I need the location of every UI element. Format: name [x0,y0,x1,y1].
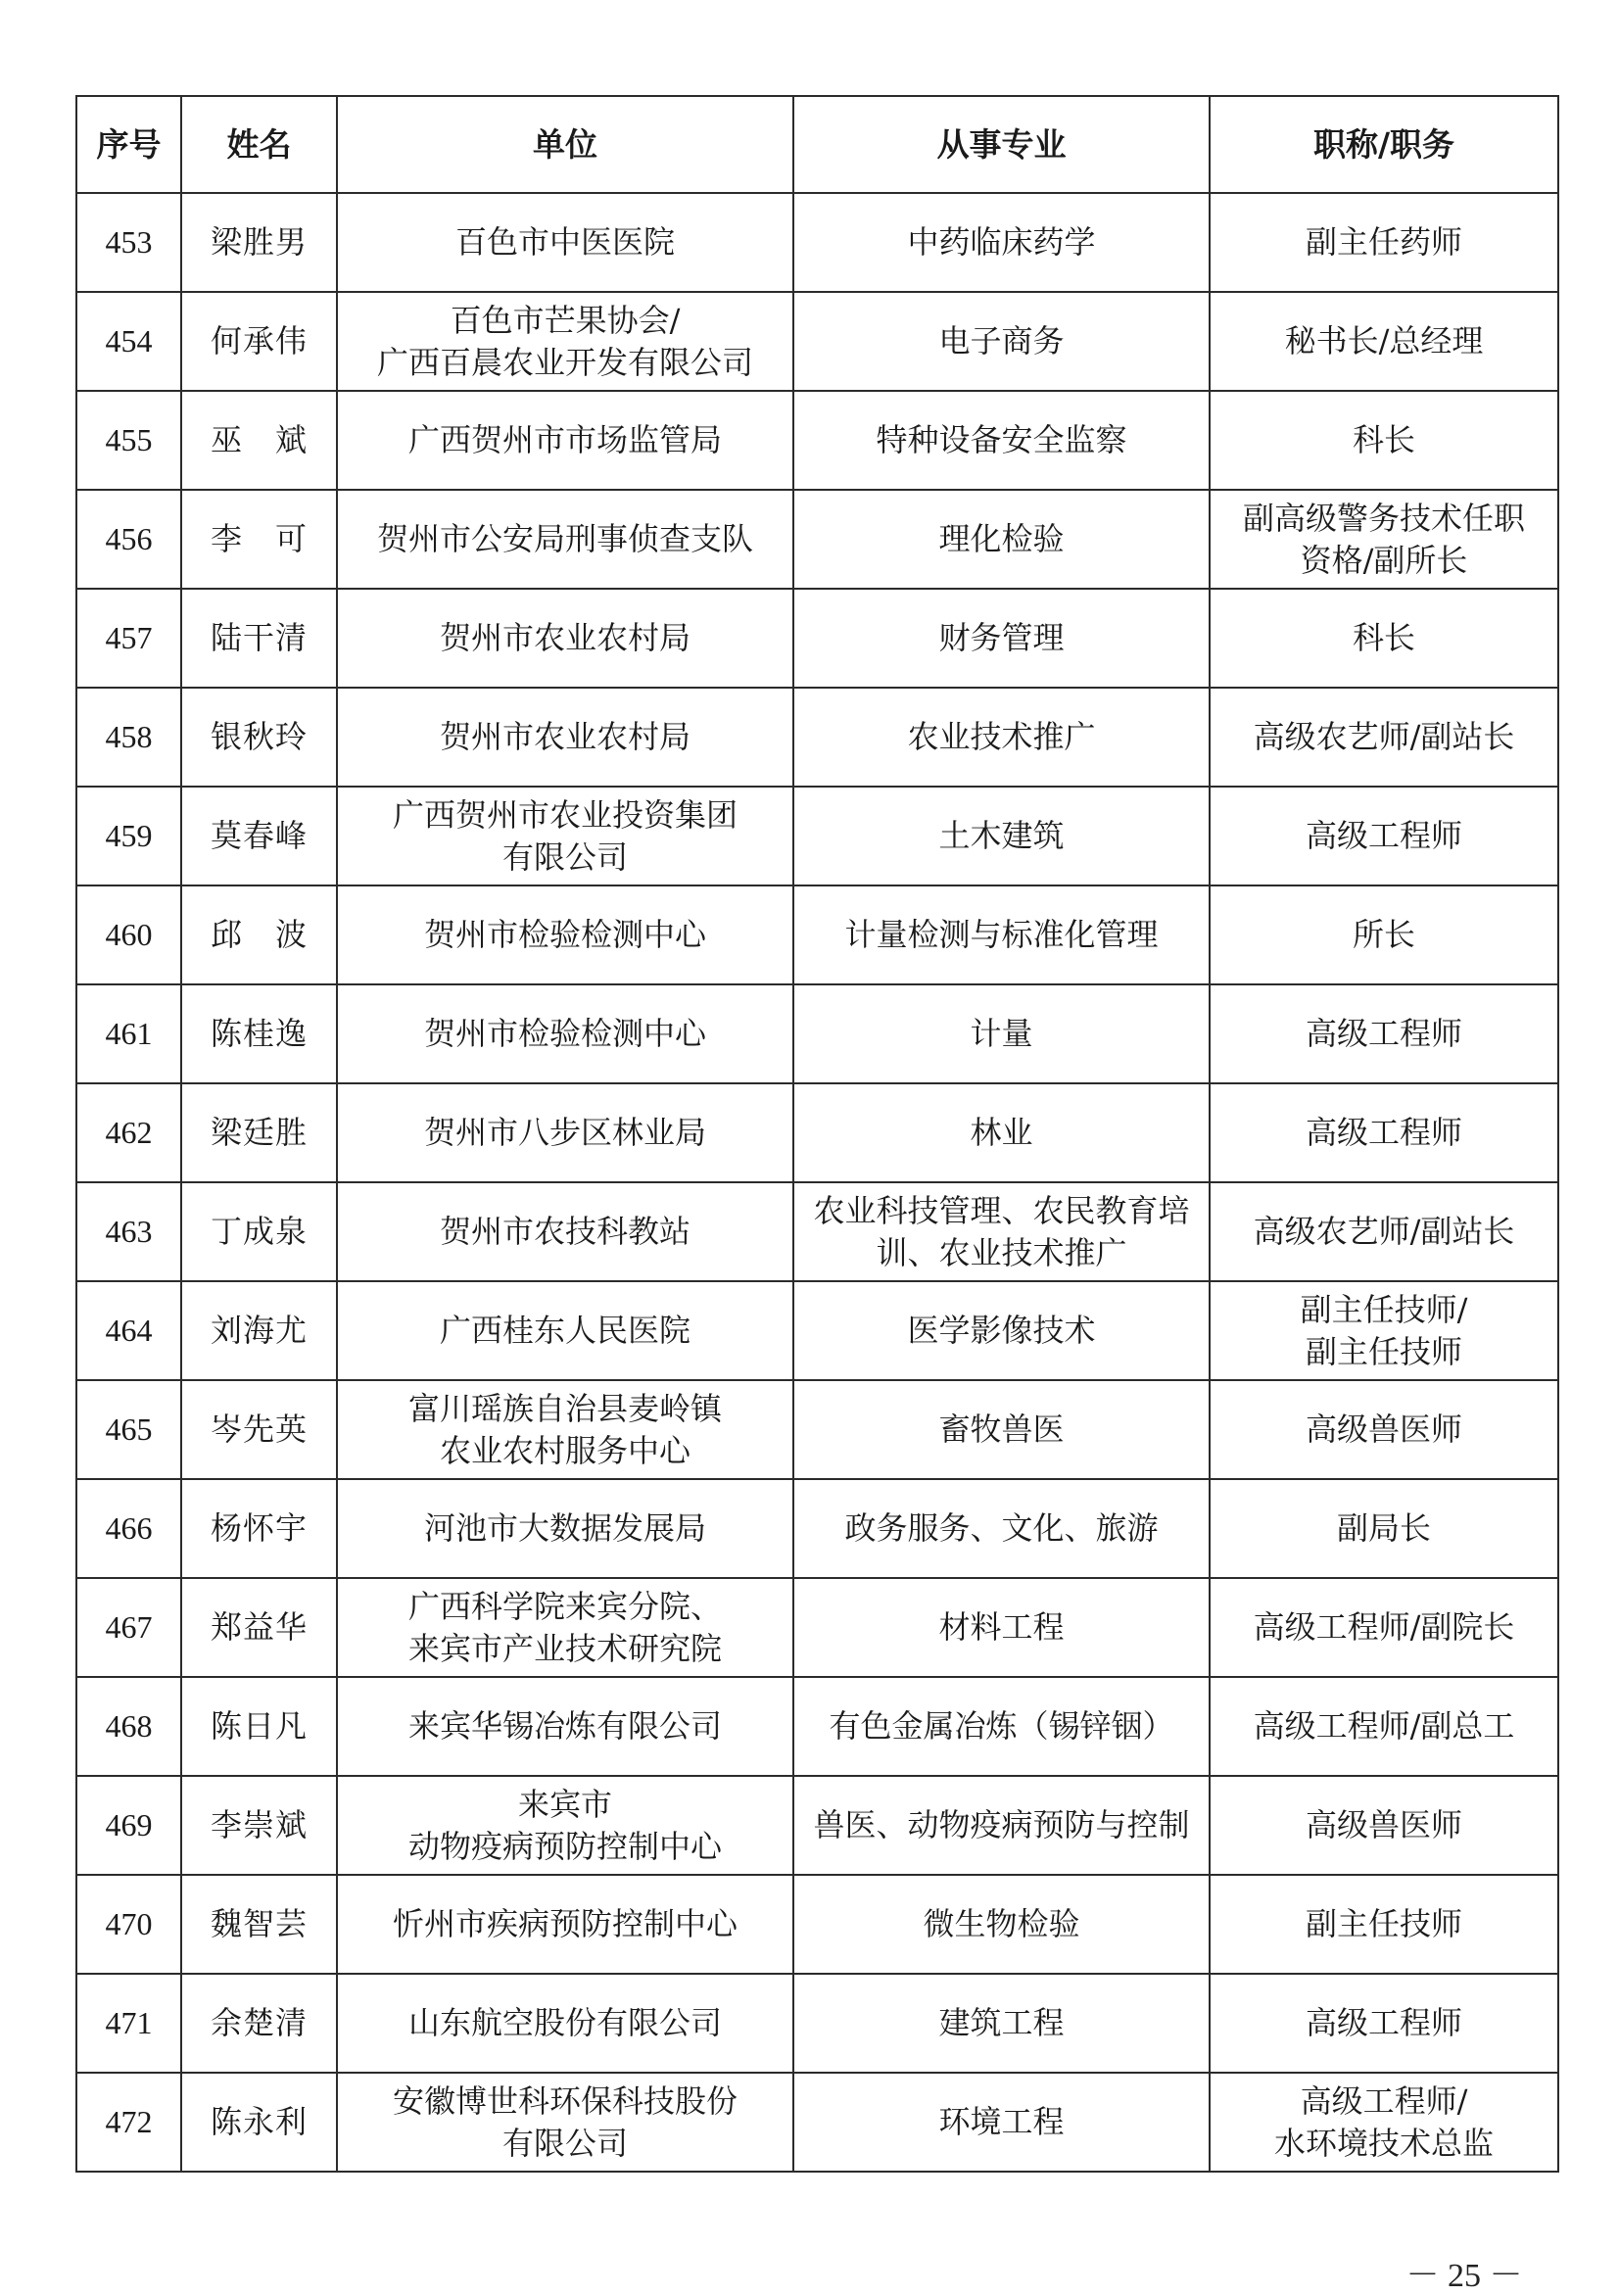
cell-unit [337,292,793,391]
cell-major-text: 理化检验 [938,520,1065,557]
cell-name [181,1380,337,1479]
cell-title-position-text: 高级农艺师/副站长 [1253,718,1515,755]
cell-serial-number [76,1479,181,1578]
cell-title-position [1210,490,1558,589]
cell-unit [337,1974,793,2073]
cell-major [793,2073,1210,2172]
cell-unit-text: 广西桂东人民医院 [439,1312,690,1349]
cell-major [793,1974,1210,2073]
cell-serial-number [76,1578,181,1677]
cell-unit-text: 广西贺州市市场监管局 [407,421,722,458]
cell-name [181,391,337,490]
cell-name [181,1479,337,1578]
cell-major [793,589,1210,688]
cell-name-text: 陆干清 [210,619,308,656]
table-row [76,1479,1558,1578]
cell-serial-number-text: 461 [105,1016,153,1051]
cell-title-position [1210,292,1558,391]
cell-title-position [1210,1479,1558,1578]
cell-unit-text: 河池市大数据发展局 [423,1509,706,1547]
table-row [76,1380,1558,1479]
cell-major-text: 林业 [970,1114,1033,1151]
cell-name [181,1974,337,2073]
table-row [76,1776,1558,1875]
header-title-position: 职称/职务 [1210,96,1558,193]
cell-name-text: 陈桂逸 [210,1015,308,1052]
cell-title-position [1210,589,1558,688]
cell-serial-number [76,1281,181,1380]
cell-major [793,1083,1210,1182]
cell-title-position [1210,1875,1558,1974]
cell-unit-text: 百色市中医医院 [454,223,675,261]
table-row [76,1182,1558,1281]
cell-name [181,984,337,1083]
table-row [76,589,1558,688]
cell-name [181,1182,337,1281]
cell-serial-number-text: 456 [105,521,153,556]
cell-name-text: 银秋玲 [210,718,308,755]
cell-title-position-text: 高级工程师/副院长 [1253,1608,1515,1646]
cell-title-position [1210,1281,1558,1380]
table-row [76,193,1558,292]
cell-unit [337,787,793,885]
cell-serial-number-text: 467 [105,1609,153,1645]
cell-name [181,2073,337,2172]
cell-unit [337,1281,793,1380]
cell-title-position-text: 高级工程师 [1305,817,1462,854]
cell-unit-text: 贺州市公安局刑事侦查支队 [376,520,753,557]
cell-major [793,1182,1210,1281]
cell-unit-text: 贺州市检验检测中心 [423,1015,706,1052]
cell-title-position [1210,193,1558,292]
cell-name [181,1875,337,1974]
cell-unit-text: 广西贺州市农业投资集团 有限公司 [392,795,738,876]
cell-name-text: 杨怀宇 [210,1509,308,1547]
cell-serial-number [76,1974,181,2073]
cell-major-text: 计量检测与标准化管理 [844,916,1159,953]
cell-major-text: 财务管理 [938,619,1065,656]
cell-title-position-text: 所长 [1352,916,1415,953]
cell-name-text: 刘海尤 [210,1312,308,1349]
cell-major [793,193,1210,292]
cell-unit-text: 贺州市农技科教站 [439,1213,690,1250]
cell-unit [337,589,793,688]
cell-major-text: 材料工程 [938,1608,1065,1646]
cell-name [181,885,337,984]
cell-unit [337,885,793,984]
cell-title-position [1210,2073,1558,2172]
page-number: － 25 － [1405,2258,1523,2294]
cell-unit [337,1380,793,1479]
table-row [76,688,1558,787]
cell-unit-text: 来宾市 动物疫病预防控制中心 [407,1785,722,1865]
cell-serial-number-text: 469 [105,1807,153,1842]
cell-serial-number-text: 458 [105,719,153,754]
cell-serial-number-text: 454 [105,323,153,359]
cell-serial-number-text: 453 [105,224,153,260]
cell-title-position-text: 高级工程师 [1305,1114,1462,1151]
cell-serial-number-text: 472 [105,2104,153,2139]
table-row [76,885,1558,984]
table-row [76,391,1558,490]
table-header [76,96,1558,193]
cell-title-position [1210,1776,1558,1875]
cell-name-text: 何承伟 [210,322,308,359]
cell-unit [337,1182,793,1281]
cell-title-position-text: 高级农艺师/副站长 [1253,1213,1515,1250]
table-row [76,1578,1558,1677]
table-row [76,1281,1558,1380]
cell-name-text: 丁成泉 [210,1213,308,1250]
cell-unit-text: 广西科学院来宾分院、 来宾市产业技术研究院 [407,1587,722,1667]
cell-title-position [1210,1083,1558,1182]
cell-major-text: 特种设备安全监察 [876,421,1127,458]
cell-serial-number-text: 466 [105,1510,153,1546]
cell-title-position [1210,391,1558,490]
cell-name [181,1281,337,1380]
cell-name-text: 余楚清 [210,2004,308,2041]
cell-name-text: 梁胜男 [210,223,308,261]
cell-serial-number [76,490,181,589]
header-major: 从事专业 [793,96,1210,193]
cell-name [181,1677,337,1776]
cell-unit [337,1875,793,1974]
cell-name-text: 梁廷胜 [210,1114,308,1151]
cell-unit-text: 贺州市检验检测中心 [423,916,706,953]
cell-title-position [1210,1182,1558,1281]
cell-unit-text: 贺州市农业农村局 [439,619,690,656]
cell-name [181,787,337,885]
cell-title-position [1210,984,1558,1083]
personnel-table [75,95,1559,2173]
cell-title-position-text: 副主任技师 [1305,1905,1462,1942]
cell-unit [337,1776,793,1875]
cell-major-text: 畜牧兽医 [938,1411,1065,1448]
cell-serial-number [76,1380,181,1479]
cell-major [793,1875,1210,1974]
cell-serial-number [76,1875,181,1974]
cell-serial-number [76,1083,181,1182]
cell-name [181,1578,337,1677]
cell-major-text: 兽医、动物疫病预防与控制 [813,1806,1190,1843]
cell-serial-number [76,787,181,885]
cell-unit-text: 百色市芒果协会/ 广西百晨农业开发有限公司 [376,301,753,381]
table-row [76,2073,1558,2172]
cell-major [793,391,1210,490]
cell-title-position-text: 副主任技师/ 副主任技师 [1300,1290,1468,1370]
cell-unit [337,2073,793,2172]
cell-unit [337,193,793,292]
cell-name-text: 陈日凡 [210,1707,308,1745]
header-row [76,96,1558,193]
cell-name-text: 李 可 [210,520,308,557]
cell-serial-number [76,391,181,490]
cell-name-text: 魏智芸 [210,1905,308,1942]
cell-name-text: 岑先英 [210,1411,308,1448]
cell-serial-number-text: 462 [105,1115,153,1150]
cell-serial-number [76,1776,181,1875]
cell-title-position [1210,885,1558,984]
table-body [76,193,1558,2172]
cell-name-text: 陈永利 [210,2103,308,2140]
header-name: 姓名 [181,96,337,193]
cell-major [793,1281,1210,1380]
cell-name [181,193,337,292]
cell-serial-number-text: 471 [105,2005,153,2040]
cell-unit-text: 忻州市疾病预防控制中心 [392,1905,738,1942]
cell-unit-text: 山东航空股份有限公司 [407,2004,722,2041]
cell-major [793,292,1210,391]
cell-major [793,1380,1210,1479]
cell-major-text: 环境工程 [938,2103,1065,2140]
cell-major [793,1776,1210,1875]
cell-serial-number-text: 465 [105,1411,153,1447]
table-row [76,787,1558,885]
cell-major-text: 有色金属冶炼（锡锌铟） [829,1707,1174,1745]
cell-serial-number [76,193,181,292]
cell-serial-number-text: 455 [105,422,153,457]
header-serial-number: 序号 [76,96,181,193]
cell-name [181,490,337,589]
cell-unit [337,1677,793,1776]
table-row [76,1875,1558,1974]
header-unit: 单位 [337,96,793,193]
cell-unit-text: 来宾华锡冶炼有限公司 [407,1707,722,1745]
table-row [76,490,1558,589]
cell-serial-number-text: 470 [105,1906,153,1941]
cell-name-text: 巫 斌 [210,421,308,458]
cell-unit-text: 贺州市八步区林业局 [423,1114,706,1151]
cell-major [793,1479,1210,1578]
cell-name-text: 莫春峰 [210,817,308,854]
cell-major [793,885,1210,984]
cell-name [181,1776,337,1875]
cell-title-position [1210,1677,1558,1776]
cell-title-position-text: 高级工程师 [1305,2004,1462,2041]
cell-title-position-text: 副主任药师 [1305,223,1462,261]
cell-title-position-text: 副局长 [1336,1509,1431,1547]
cell-major-text: 农业技术推广 [907,718,1096,755]
cell-unit [337,391,793,490]
cell-title-position-text: 高级兽医师 [1305,1806,1462,1843]
cell-major [793,1677,1210,1776]
cell-major-text: 医学影像技术 [907,1312,1096,1349]
cell-unit-text: 贺州市农业农村局 [439,718,690,755]
cell-major-text: 农业科技管理、农民教育培 训、农业技术推广 [813,1191,1190,1271]
cell-title-position-text: 科长 [1352,421,1415,458]
cell-serial-number [76,885,181,984]
cell-major-text: 计量 [970,1015,1033,1052]
cell-major-text: 电子商务 [938,322,1065,359]
cell-serial-number [76,292,181,391]
cell-unit [337,1479,793,1578]
cell-major [793,1578,1210,1677]
cell-name [181,292,337,391]
table-row [76,1083,1558,1182]
cell-serial-number-text: 457 [105,620,153,655]
cell-title-position [1210,787,1558,885]
cell-major-text: 建筑工程 [938,2004,1065,2041]
cell-unit-text: 富川瑶族自治县麦岭镇 农业农村服务中心 [407,1389,722,1469]
cell-unit-text: 安徽博世科环保科技股份 有限公司 [392,2081,738,2162]
table-row [76,1677,1558,1776]
cell-title-position-text: 科长 [1352,619,1415,656]
cell-major-text: 政务服务、文化、旅游 [844,1509,1159,1547]
cell-serial-number-text: 464 [105,1313,153,1348]
cell-unit [337,688,793,787]
cell-unit [337,1578,793,1677]
cell-serial-number-text: 463 [105,1214,153,1249]
cell-major [793,688,1210,787]
cell-title-position [1210,1974,1558,2073]
cell-major-text: 中药临床药学 [907,223,1096,261]
cell-unit [337,490,793,589]
cell-major-text: 微生物检验 [923,1905,1080,1942]
cell-major-text: 土木建筑 [938,817,1065,854]
cell-serial-number [76,984,181,1083]
cell-major [793,984,1210,1083]
cell-title-position-text: 高级工程师 [1305,1015,1462,1052]
cell-serial-number [76,688,181,787]
cell-unit [337,984,793,1083]
cell-serial-number-text: 459 [105,818,153,853]
cell-serial-number [76,1182,181,1281]
cell-title-position [1210,688,1558,787]
table-row [76,292,1558,391]
cell-title-position-text: 高级工程师/副总工 [1253,1707,1515,1745]
cell-serial-number-text: 460 [105,917,153,952]
cell-major [793,490,1210,589]
cell-serial-number [76,589,181,688]
cell-unit [337,1083,793,1182]
cell-title-position-text: 副高级警务技术任职 资格/副所长 [1242,499,1525,579]
cell-name-text: 郑益华 [210,1608,308,1646]
cell-title-position [1210,1380,1558,1479]
table-row [76,984,1558,1083]
table-row [76,1974,1558,2073]
cell-name-text: 李崇斌 [210,1806,308,1843]
cell-name-text: 邱 波 [210,916,308,953]
cell-serial-number-text: 468 [105,1708,153,1744]
cell-title-position-text: 高级工程师/ 水环境技术总监 [1273,2081,1494,2162]
cell-title-position-text: 秘书长/总经理 [1284,322,1484,359]
cell-serial-number [76,2073,181,2172]
cell-name [181,589,337,688]
cell-major [793,787,1210,885]
cell-serial-number [76,1677,181,1776]
cell-title-position-text: 高级兽医师 [1305,1411,1462,1448]
cell-title-position [1210,1578,1558,1677]
cell-name [181,1083,337,1182]
cell-name [181,688,337,787]
